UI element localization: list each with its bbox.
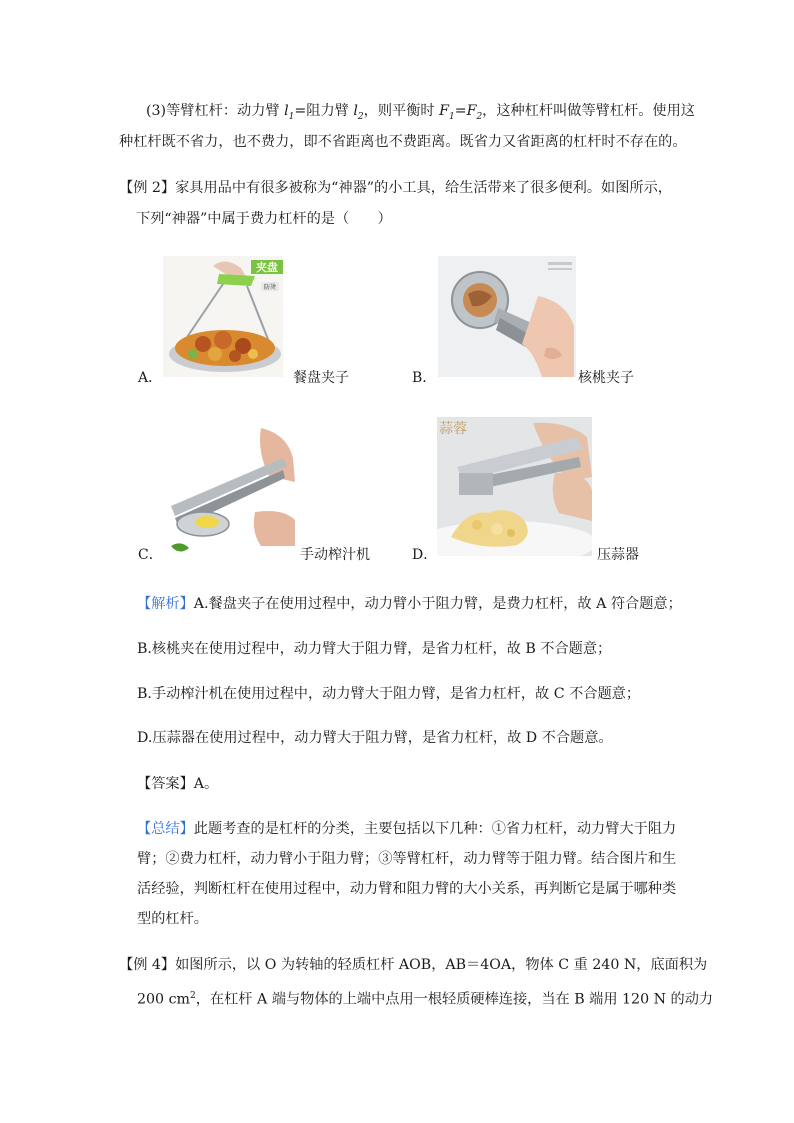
option-a-letter: A． <box>138 370 163 386</box>
equal-arm-text-a: (3)等臂杠杆：动力臂 <box>146 103 285 119</box>
manual-juicer-image <box>165 428 295 556</box>
option-c-caption: 手动榨汁机 <box>300 547 370 563</box>
equal-arm-line-2: 种杠杆既不省力，也不费力，即不省距离也不费距离。既省力又省距离的杠杆时不存在的。 <box>119 134 687 150</box>
svg-text:防烫: 防烫 <box>263 285 277 291</box>
plate-clamp-image <box>163 256 283 377</box>
option-d-caption: 压蒜器 <box>597 547 639 563</box>
example-4-tag: 【例 4】 <box>119 957 176 973</box>
analysis-line-c: B.手动榨汁机在使用过程中，动力臂大于阻力臂，是省力杠杆，故 C 不合题意； <box>137 686 641 702</box>
analysis-tag: 【解析】 <box>137 596 194 612</box>
example-4-line-2: 200 $cm^2$，在杠杆 A 端与物体的上端中点用一根轻质硬棒连接，当在 B 端用 120 N 的动力 <box>137 991 714 1008</box>
example-2-line-2: 下列“神器”中属于费力杠杆的是（ ） <box>136 211 392 227</box>
option-d-letter: D． <box>412 547 438 563</box>
option-b-letter: B． <box>412 370 437 386</box>
summary-line-4: 型的杠杆。 <box>137 911 208 927</box>
summary-line-3: 活经验，判断杠杆在使用过程中，动力臂和阻力臂的大小关系，再判断它是属于哪种类 <box>137 881 677 897</box>
equal-arm-text-c: ，则平衡时 <box>363 103 440 119</box>
equal-arm-line-1 <box>146 101 695 127</box>
var-F2: $F_2$ <box>466 103 483 122</box>
summary-line-1: 【总结】此题考查的是杠杆的分类，主要包括以下几种：①省力杠杆，动力臂大于阻力 <box>137 821 677 837</box>
walnut-clamp-image <box>438 256 576 377</box>
answer-text: A。 <box>193 776 219 792</box>
equal-sign: = <box>454 103 467 119</box>
svg-text:蒜蓉: 蒜蓉 <box>439 420 467 436</box>
option-c-letter: C． <box>138 547 163 563</box>
answer-tag: 【答案】 <box>137 776 194 792</box>
var-F1: $F_1$ <box>439 103 455 122</box>
option-b-caption: 核桃夹子 <box>578 370 634 386</box>
example-4-line-1: 【例 4】如图所示，以 O 为转轴的轻质杠杆 AOB，AB＝4OA，物体 C 重 240 N，底面积为 <box>119 957 708 973</box>
summary-tag: 【总结】 <box>137 821 194 837</box>
analysis-line-b: B.核桃夹在使用过程中，动力臂大于阻力臂，是省力杠杆，故 B 不合题意； <box>137 641 612 657</box>
var-l2: $l_2$ <box>353 103 364 122</box>
garlic-press-image <box>437 417 592 556</box>
option-a-caption: 餐盘夹子 <box>293 370 349 386</box>
analysis-line-d: D.压蒜器在使用过程中，动力臂大于阻力臂，是省力杠杆，故 D 不合题意。 <box>137 730 613 746</box>
example-2-tag: 【例 2】 <box>119 180 176 196</box>
svg-text:夹盘: 夹盘 <box>256 262 278 274</box>
equal-arm-text-d: ，这种杠杆叫做等臂杠杆。使用这 <box>482 103 695 119</box>
example-2-line-1: 【例 2】家具用品中有很多被称为“神器”的小工具，给生活带来了很多便利。如图所示， <box>119 180 672 196</box>
summary-line-2: 臂；②费力杠杆，动力臂小于阻力臂；③等臂杠杆，动力臂等于阻力臂。结合图片和生 <box>137 851 677 867</box>
var-l1: $l_1$ <box>284 103 295 122</box>
analysis-line-a: 【解析】A.餐盘夹子在使用过程中，动力臂小于阻力臂，是费力杠杆，故 A 符合题意； <box>137 596 682 612</box>
equal-arm-text-b: =阻力臂 <box>294 103 354 119</box>
answer-line <box>137 774 218 794</box>
